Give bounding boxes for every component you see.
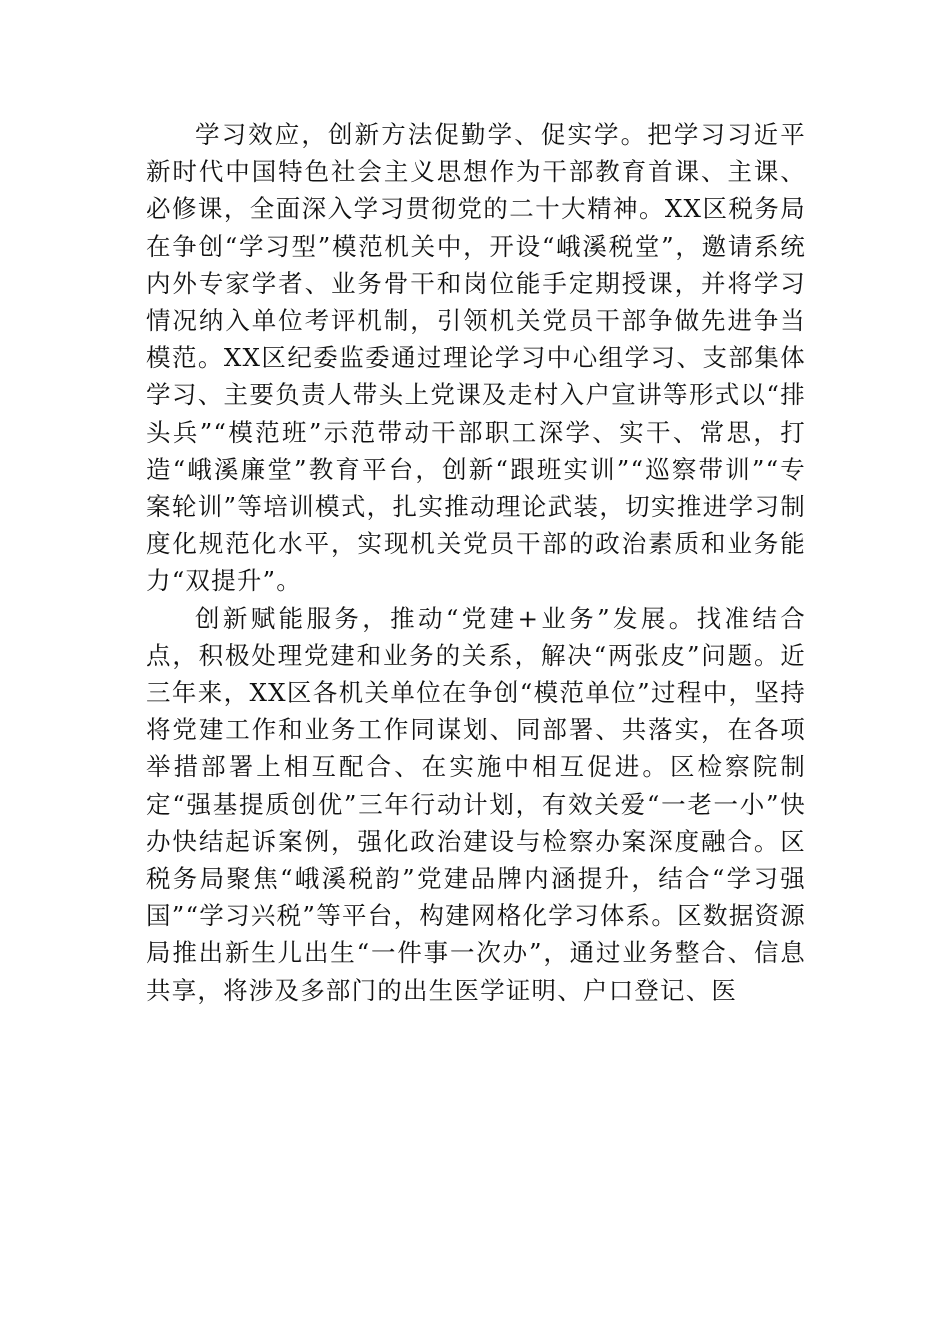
- paragraph-empower-service: 创新赋能服务，推动“党建+业务”发展。找准结合点，积极处理党建和业务的关系，解决“两张皮”问题。近三年来，XX区各机关单位在争创“模范单位”过程中，坚持将党建工作和业务工作同谋划、同部署、共落实，在各项举措部署上相互配合、在实施中相互促进。区检察院制定“强基提质创优”三年行动计划，有效关爱“一老一小”快办快结起诉案例，强化政治建设与检察办案深度融合。区税务局聚焦“峨溪税韵”党建品牌内涵提升，结合“学习强国”“学习兴税”等平台，构建网格化学习体系。区数据资源局推出新生儿出生“一件事一次办”，通过业务整合、信息共享，将涉及多部门的出生医学证明、户口登记、医: [146, 603, 806, 1005]
- document-body: [146, 116, 806, 1009]
- paragraph-study-effect: 学习效应，创新方法促勤学、促实学。把学习习近平新时代中国特色社会主义思想作为干部教育首课、主课、必修课，全面深入学习贯彻党的二十大精神。XX区税务局在争创“学习型”模范机关中，开设“峨溪税堂”，邀请系统内外专家学者、业务骨干和岗位能手定期授课，并将学习情况纳入单位考评机制，引领机关党员干部争做先进争当模范。XX区纪委监委通过理论学习中心组学习、支部集体学习、主要负责人带头上党课及走村入户宣讲等形式以“排头兵”“模范班”示范带动干部职工深学、实干、常思，打造“峨溪廉堂”教育平台，创新“跟班实训”“巡察带训”“专案轮训”等培训模式，扎实推动理论武装，切实推进学习制度化规范化水平，实现机关党员干部的政治素质和业务能力“双提升”。: [146, 120, 806, 596]
